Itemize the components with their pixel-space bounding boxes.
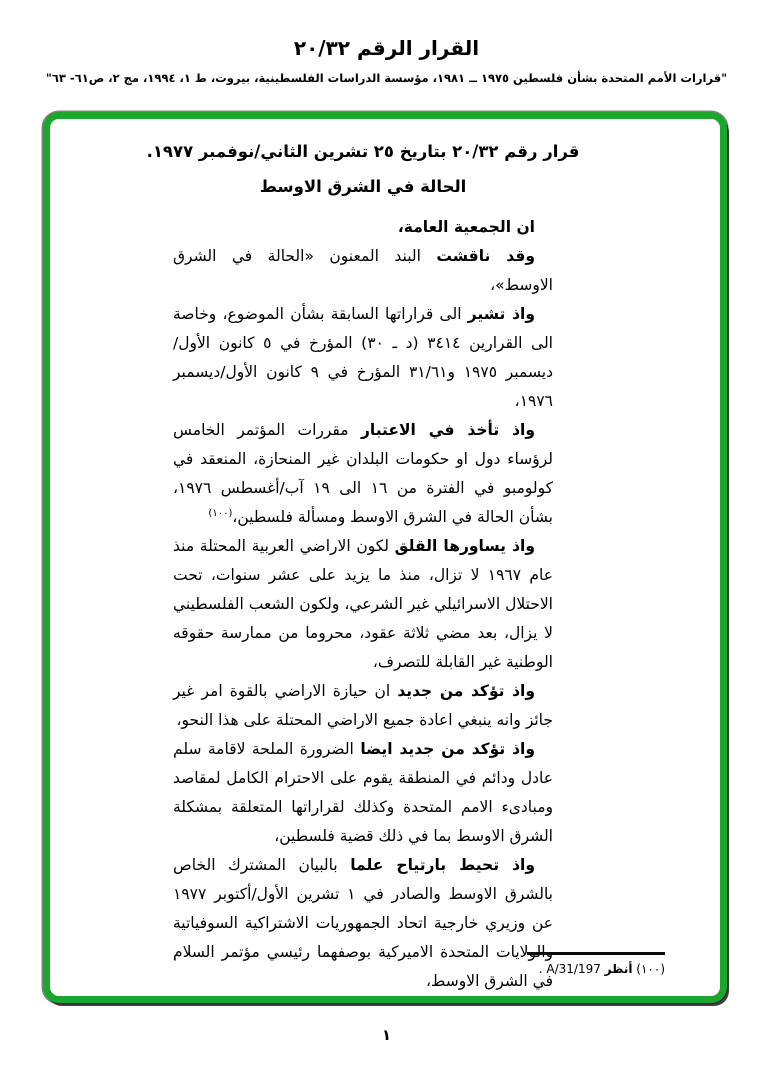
paragraph [173, 996, 553, 1003]
paragraph-lead: ان الجمعية العامة، [397, 218, 535, 236]
paragraph [173, 735, 553, 851]
paragraph-lead: واذ تؤكد من جديد [397, 682, 535, 700]
paragraph [173, 300, 553, 416]
paragraph [173, 242, 553, 300]
footnote-number: (١٠٠) [636, 962, 665, 976]
footnote-separator-rule [527, 952, 665, 955]
paragraph-text: مقررات المؤتمر الخامس لرؤساء دول او حكومات البلدان غير المنحازة، المنعقد في كولومبو في الفترة من ١٦ الى ١٩ آب/أغسطس ١٩٧٦، بشأن الحالة في الشرق الاوسط ومسألة فلسطين، [173, 421, 553, 526]
paragraph [173, 851, 553, 996]
paragraph-text: بالبيان المشترك الخاص بالشرق الاوسط والصادر في ١ تشرين الأول/أكتوبر ١٩٧٧ عن وزيري خارجية اتحاد الجمهوريات الاشتراكية السوفياتية والولايات المتحدة الاميركية بوصفهما رئيسي مؤتمر السلام في الشرق الاوسط، [173, 856, 553, 990]
footnote-marker: (١٠٠) [208, 507, 233, 519]
paragraph-text: الضرورة الملحة لاقامة سلم عادل ودائم في المنطقة يقوم على الاحترام الكامل لمقاصد ومبادىء الامم المتحدة وكذلك لقراراتها المتعلقة بمشكلة الشرق الاوسط بما في ذلك قضية فلسطين، [173, 740, 553, 845]
footnote-trailing-dot: . [538, 962, 543, 976]
paragraph [173, 532, 553, 677]
paragraph-lead: واذ تحيط بارتياح علما [350, 856, 535, 874]
paragraph-text: لكون الاراضي العربية المحتلة منذ عام ١٩٦٧ لا تزال، منذ ما يزيد على عشر سنوات، تحت الاحتلال الاسرائيلي غير الشرعي، ولكون الشعب الفلسطيني لا يزال، بعد مضي ثلاثة عقود، محروما من ممارسة حقوقه الوطنية غير القابلة للتصرف، [173, 537, 553, 671]
footnote-label: أنظر [604, 962, 633, 976]
document-title: القرار الرقم ٢٠/٣٢ [293, 36, 480, 60]
resolution-subject: الحالة في الشرق الاوسط [259, 177, 467, 196]
paragraph-lead: وقد ناقشت [436, 247, 535, 265]
paragraph [173, 416, 553, 532]
footnote-reference: A/31/197 [546, 962, 601, 976]
paragraph-text: الى قراراتها السابقة بشأن الموضوع، وخاصة الى القرارين ٣٤١٤ (د ـ ٣٠) المؤرخ في ٥ كانون الأول/ديسمبر ١٩٧٥ و٣١/٦١ المؤرخ في ٩ كانون الأول/ديسمبر ١٩٧٦، [173, 305, 553, 410]
paragraph-text: البند المعنون «الحالة في الشرق الاوسط»، [173, 247, 553, 294]
paragraph-lead [397, 1001, 535, 1003]
paragraph-lead: واذ تؤكد من جديد ايضا [360, 740, 535, 758]
highlight-border-box [43, 112, 727, 1003]
footnote-text [527, 962, 665, 976]
paragraph [173, 677, 553, 735]
page-number: ١ [381, 1026, 392, 1044]
paragraph-text [173, 1001, 553, 1003]
paragraph [173, 213, 553, 242]
page-header [0, 34, 773, 86]
source-citation: "قرارات الأمم المتحدة بشأن فلسطين ١٩٧٥ ــ ١٩٨١، مؤسسة الدراسات الفلسطينية، بيروت، ط ١، ١٩٩٤، مج ٢، ص٦١- ٦٣" [45, 71, 728, 85]
paragraph-lead: واذ تأخذ في الاعتبار [360, 421, 535, 439]
paragraph-lead: واذ تشير [467, 305, 535, 323]
footnote [527, 952, 665, 976]
resolution-number-line: قرار رقم ٢٠/٣٢ بتاريخ ٢٥ تشرين الثاني/نوفمبر ١٩٧٧. [146, 142, 580, 161]
paragraph-text: ان حيازة الاراضي بالقوة امر غير جائز وانه ينبغي اعادة جميع الاراضي المحتلة على هذا النحو، [173, 682, 553, 729]
paragraph-lead: واذ يساورها القلق [394, 537, 535, 555]
